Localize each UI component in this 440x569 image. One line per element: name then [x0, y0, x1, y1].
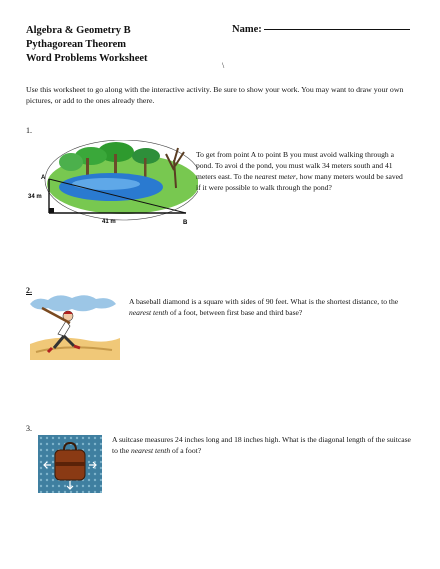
point-a-label: A: [41, 175, 46, 181]
player-cap: [63, 311, 73, 314]
question-2-number: 2.: [26, 286, 32, 295]
topic-title: Pythagorean Theorem: [26, 39, 127, 50]
stray-backslash: \: [222, 61, 225, 70]
suitcase-strap: [55, 462, 85, 466]
q2-emphasis: nearest tenth: [129, 308, 169, 317]
q1-emphasis: nearest meter: [254, 172, 296, 181]
name-label: Name:: [232, 24, 262, 35]
east-distance-label: 41 m: [102, 219, 116, 225]
worksheet-title: Word Problems Worksheet: [26, 53, 148, 64]
name-blank-line[interactable]: [264, 29, 410, 30]
pond-highlight: [72, 178, 140, 190]
question-3-number: 3.: [26, 424, 32, 433]
question-2-text: A baseball diamond is a square with sides of 90 feet. What is the shortest distance, to the nearest tenth of a foot, between first base and third base?: [129, 297, 399, 317]
intro-paragraph: Use this worksheet to go along with the interactive activity. Be sure to show your work. You may want to draw your own pictures, or add to the ones already there.: [26, 85, 404, 105]
south-distance-label: 34 m: [28, 194, 42, 200]
suitcase-clipart: [38, 435, 102, 493]
question-1-number: 1.: [26, 126, 32, 135]
question-1-text: To get from point A to point B you must avoid walking through a pond. To avoi d the pond, you must walk 34 meters south and 41 meters east. To the nearest meter, how many meters would be saved if it were possible to walk through the pond?: [196, 150, 403, 192]
point-b-label: B: [183, 220, 188, 226]
course-title: Algebra & Geometry B: [26, 25, 131, 36]
pond-diagram: [26, 140, 198, 232]
baseball-player-clipart: [26, 290, 122, 366]
q3-emphasis: nearest tenth: [130, 446, 171, 455]
question-3-text: A suitcase measures 24 inches long and 18 inches high. What is the diagonal length of the suitcase to the nearest tenth of a foot?: [112, 435, 411, 455]
tree-canopy-3: [59, 153, 83, 171]
name-field[interactable]: [232, 24, 410, 35]
header-block: [26, 24, 148, 66]
right-angle-marker: [49, 208, 54, 213]
